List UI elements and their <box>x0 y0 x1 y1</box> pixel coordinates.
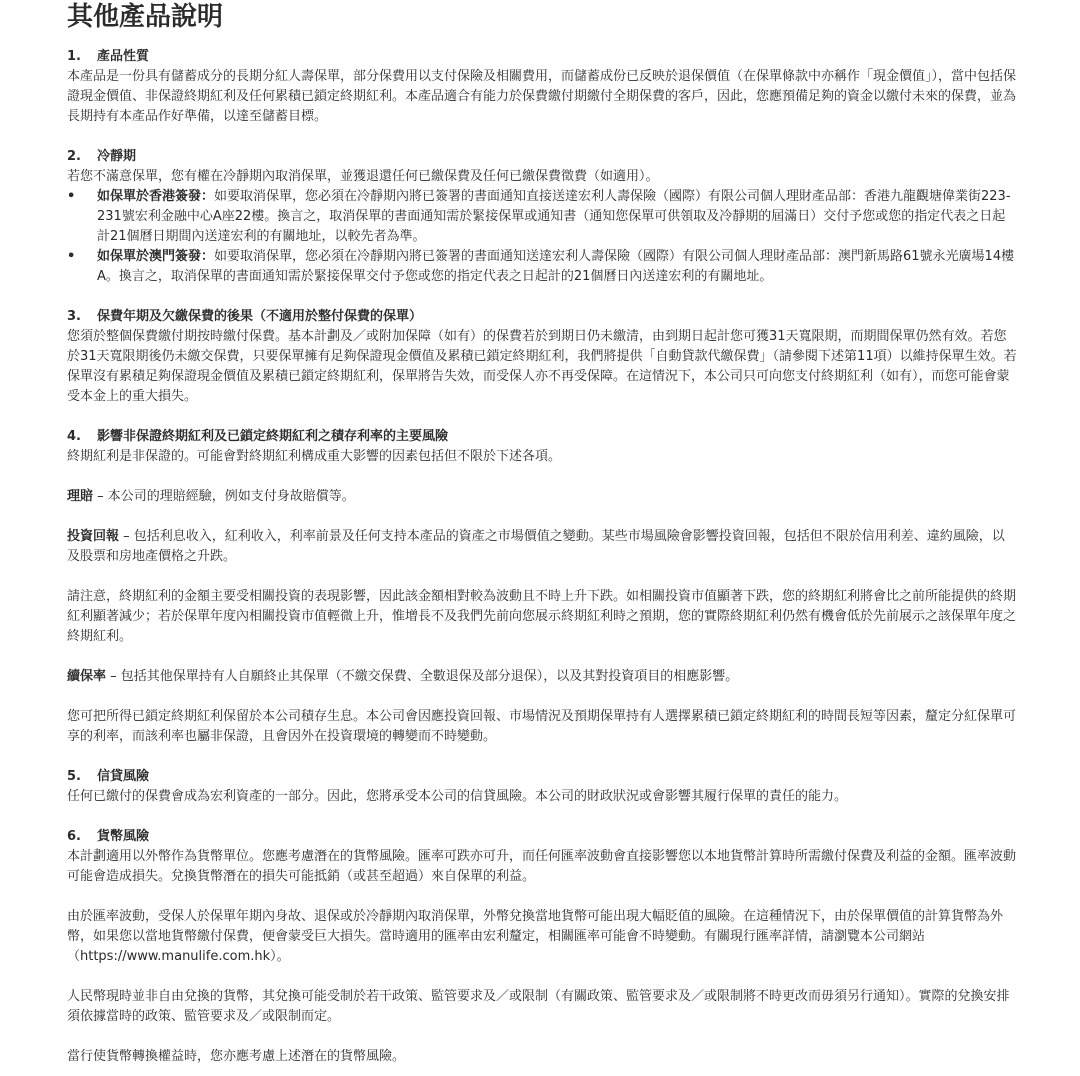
bullet-lead: 如保單於香港簽發： <box>97 189 215 204</box>
section-bonus-risks <box>67 427 1017 747</box>
investment-term: 投資回報 <box>67 529 120 544</box>
section-number: 3. <box>67 309 81 324</box>
section-heading <box>67 767 1017 787</box>
section-heading <box>67 827 1017 847</box>
section-body: 本產品是一份具有儲蓄成分的長期分紅人壽保單，部分保費用以支付保險及相關費用，而儲蓄成份已反映於退保價值（在保單條款中亦稱作「現金價值」），當中包括保證現金價值、非保證終期紅利及任何累積已鎖定終期紅利。本產品適合有能力於保費繳付期繳付全期保費的客戶，因此，您應預備足夠的資金以繳付未來的保費，並為長期持有本產品作好準備，以達至儲蓄目標。 <box>67 69 1017 124</box>
section-title: 貨幣風險 <box>97 829 150 844</box>
section-title: 保費年期及欠繳保費的後果（不適用於整付保費的保單） <box>97 309 423 324</box>
claims-term: 理賠 <box>67 489 94 504</box>
claims-paragraph <box>67 487 1017 507</box>
section-title: 信貸風險 <box>97 769 150 784</box>
section-number: 6. <box>67 829 81 844</box>
bullet-list <box>67 187 1017 287</box>
bullet-hongkong <box>67 187 1017 247</box>
bullet-text: 如要取消保單，您必須在冷靜期內將已簽署的書面通知直接送達宏利人壽保險（國際）有限公司個人理財產品部：香港九龍觀塘偉業街223-231號宏利金融中心A座22樓。換言之，取消保單的書面通知需於緊接保單或通知書（通知您保單可供領取及冷靜期的屆滿日）交付予您或您的指定代表之日起計21個曆日期間內送達宏利的有關地址，以較先者為準。 <box>97 189 1011 244</box>
bullet-lead: 如保單於澳門簽發： <box>97 249 215 264</box>
currency-paragraph-1: 本計劃適用以外幣作為貨幣單位。您應考慮潛在的貨幣風險。匯率可跌亦可升，而任何匯率波動會直接影響您以本地貨幣計算時所需繳付保費及利益的金額。匯率波動可能會造成損失。兌換貨幣潛在的損失可能抵銷（或甚至超過）來自保單的利益。 <box>67 849 1017 884</box>
section-premium-term <box>67 307 1017 407</box>
bullet-macau <box>67 247 1017 287</box>
section-intro: 終期紅利是非保證的。可能會對終期紅利構成重大影響的因素包括但不限於下述各項。 <box>67 449 562 464</box>
currency-paragraph-2: 由於匯率波動，受保人於保單年期內身故、退保或於冷靜期內取消保單，外幣兌換當地貨幣可能出現大幅貶值的風險。在這種情況下，由於保單價值的計算貨幣為外幣，如果您以當地貨幣繳付保費，便會蒙受巨大損失。當時適用的匯率由宏利釐定，相關匯率可能會不時變動。有關現行匯率詳情，請瀏覽本公司網站（https://www.manulife.com.hk）。 <box>67 909 1004 964</box>
section-credit-risk <box>67 767 1017 807</box>
section-body: 您須於整個保費繳付期按時繳付保費。基本計劃及／或附加保障（如有）的保費若於到期日仍未繳清，由到期日起計您可獲31天寬限期，而期間保單仍然有效。若您於31天寬限期後仍未繳交保費，只要保單擁有足夠保證現金價值及累積已鎖定終期紅利，我們將提供「自動貸款代繳保費」（請參閱下述第11項）以維持保單生效。若保單沒有累積足夠保證現金價值及累積已鎖定終期紅利，保單將告失效，而受保人亦不再受保障。在這情況下，本公司只可向您支付終期紅利（如有），而您可能會蒙受本金上的重大損失。 <box>67 329 1017 404</box>
note-paragraph: 請注意，終期紅利的金額主要受相關投資的表現影響，因此該金額相對較為波動且不時上升下跌。如相關投資市值顯著下跌，您的終期紅利將會比之前所能提供的終期紅利顯著減少；若於保單年度內相關投資市值輕微上升，惟增長不及我們先前向您展示終期紅利時之預期，您的實際終期紅利仍然有機會低於先前展示之該保單年度之終期紅利。 <box>67 589 1017 644</box>
investment-paragraph <box>67 527 1017 567</box>
section-heading <box>67 47 1017 67</box>
persistency-text: – 包括其他保單持有人自願終止其保單（不繳交保費、全數退保及部分退保），以及其對投資項目的相應影響。 <box>106 669 739 684</box>
section-number: 2. <box>67 149 81 164</box>
investment-text: – 包括利息收入，紅利收入，利率前景及任何支持本產品的資產之市場價值之變動。某些市場風險會影響投資回報，包括但不限於信用利差、違約風險，以及股票和房地產價格之升跌。 <box>67 529 1005 564</box>
currency-paragraph-4: 當行使貨幣轉換權益時，您亦應考慮上述潛在的貨幣風險。 <box>67 1049 406 1064</box>
persistency-paragraph <box>67 667 1017 687</box>
section-title: 冷靜期 <box>97 149 137 164</box>
section-heading <box>67 307 1017 327</box>
bullet-dot-icon: • <box>67 249 76 264</box>
persistency-term: 續保率 <box>67 669 107 684</box>
bullet-dot-icon: • <box>67 189 76 204</box>
section-title: 產品性質 <box>97 49 150 64</box>
section-number: 5. <box>67 769 81 784</box>
currency-paragraph-3: 人民幣現時並非自由兌換的貨幣，其兌換可能受制於若干政策、監管要求及／或限制（有關政策、監管要求及／或限制將不時更改而毋須另行通知）。實際的兌換安排須依據當時的政策、監管要求及／或限制而定。 <box>67 989 1010 1024</box>
section-body: 任何已繳付的保費會成為宏利資產的一部分。因此，您將承受本公司的信貸風險。本公司的財政狀況或會影響其履行保單的責任的能力。 <box>67 789 848 804</box>
claims-text: – 本公司的理賠經驗，例如支付身故賠償等。 <box>93 489 355 504</box>
section-heading <box>67 427 1017 447</box>
section-number: 1. <box>67 49 81 64</box>
section-number: 4. <box>67 429 81 444</box>
section-intro: 若您不滿意保單，您有權在冷靜期內取消保單，並獲退還任何已繳保費及任何已繳保費徵費（如適用）。 <box>67 169 659 184</box>
document-title: 其他產品說明 <box>67 2 224 32</box>
section-currency-risk <box>67 827 1017 1067</box>
section-heading <box>67 147 1017 167</box>
bullet-text: 如要取消保單，您必須在冷靜期內將已簽署的書面通知送達宏利人壽保險（國際）有限公司個人理財產品部：澳門新馬路61號永光廣場14樓A。換言之，取消保單的書面通知需於緊接保單交付予您或您的指定代表之日起計的21個曆日內送達宏利的有關地址。 <box>97 249 1015 284</box>
section-cooling-off <box>67 147 1017 287</box>
locked-bonus-paragraph: 您可把所得已鎖定終期紅利保留於本公司積存生息。本公司會因應投資回報、市場情況及預期保單持有人選擇累積已鎖定終期紅利的時間長短等因素，釐定分紅保單可享的利率，而該利率也屬非保證，且會因外在投資環境的轉變而不時變動。 <box>67 709 1017 744</box>
document-page <box>67 2 1017 1067</box>
section-title: 影響非保證終期紅利及已鎖定終期紅利之積存利率的主要風險 <box>97 429 449 444</box>
section-product-nature <box>67 47 1017 127</box>
